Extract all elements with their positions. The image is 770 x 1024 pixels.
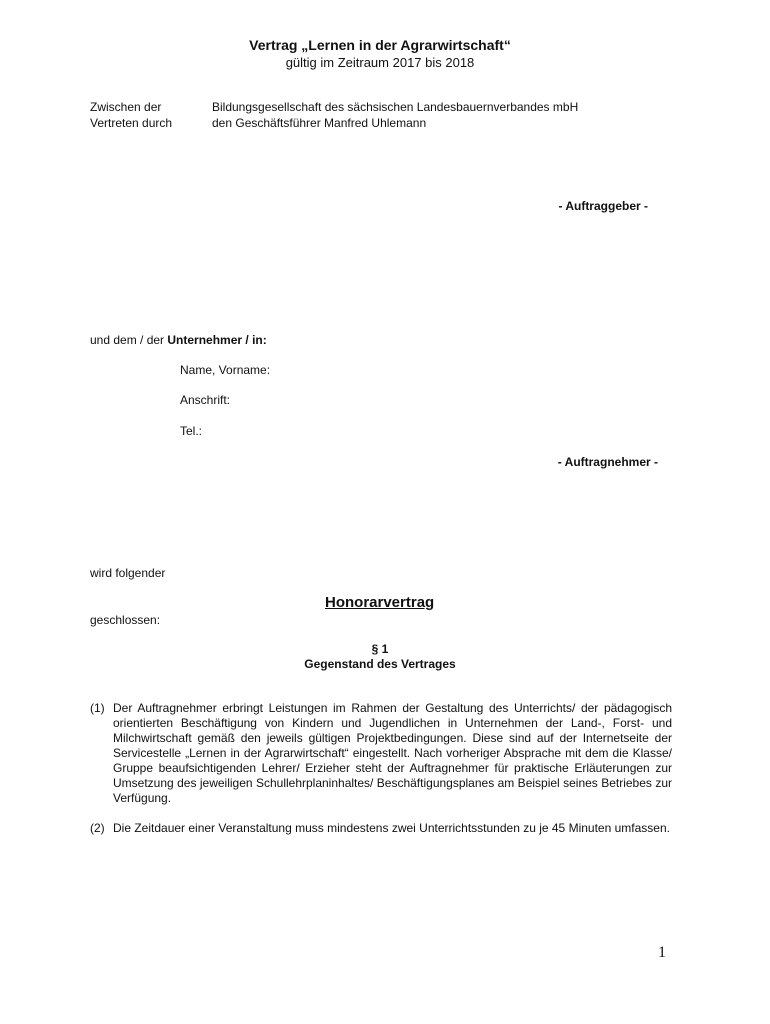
client-representative: den Geschäftsführer Manfred Uhlemann (212, 116, 427, 130)
geschlossen-text: geschlossen: (90, 613, 161, 627)
auftragnehmer-role: - Auftragnehmer - (557, 455, 658, 469)
zwischen-label: Zwischen der (90, 100, 162, 114)
clause-number: (1) (90, 701, 105, 715)
page-number: 1 (658, 944, 666, 961)
clause-1 (90, 701, 672, 806)
document-subtitle: gültig im Zeitraum 2017 bis 2018 (285, 55, 475, 70)
section-number: § 1 (371, 642, 389, 656)
field-tel: Tel.: (180, 424, 203, 438)
contractor-intro (90, 333, 267, 348)
contractor-intro-prefix: und dem / der (90, 333, 168, 347)
auftraggeber-role: - Auftraggeber - (558, 199, 648, 213)
clause-number: (2) (90, 821, 105, 835)
contract-type-heading (325, 595, 434, 611)
client-organization: Bildungsgesellschaft des sächsischen Landesbauernverbandes mbH (212, 100, 579, 114)
vertreten-label: Vertreten durch (90, 116, 173, 130)
field-anschrift: Anschrift: (180, 393, 231, 407)
clause-text: Die Zeitdauer einer Veranstaltung muss mindestens zwei Unterrichtsstunden zu je 45 Minuten umfassen. (113, 821, 670, 835)
section-title: Gegenstand des Vertrages (304, 657, 456, 671)
clause-text: Der Auftragnehmer erbringt Leistungen im Rahmen der Gestaltung des Unterrichts/ der pädagogisch orientierten Beschäftigung von Kindern und Jugendlichen in Unternehmen der Land-, Forst- und Milchwirtschaft gemäß den jeweils gültigen Projektbedingungen. Diese sind auf der Internetseite der Servicestelle „Lernen in der Agrarwirtschaft“ eingestellt. Nach vorheriger Absprache mit dem die Klasse/ Gruppe beaufsichtigenden Lehrer/ Erzieher steht der Auftragnehmer für praktische Erläuterungen zur Umsetzung des jeweiligen Schullehrplaninhaltes/ Beschäftigungsplanes am Beispiel seines Betriebes zur Verfügung. (113, 701, 672, 805)
wird-folgender-text: wird folgender (90, 566, 166, 580)
contractor-label: Unternehmer / in: (167, 333, 267, 347)
field-name: Name, Vorname: (180, 363, 271, 377)
document-title: Vertrag „Lernen in der Agrarwirtschaft“ (249, 37, 511, 53)
clause-2 (90, 821, 672, 836)
contract-type: Honorarvertrag (325, 594, 435, 611)
